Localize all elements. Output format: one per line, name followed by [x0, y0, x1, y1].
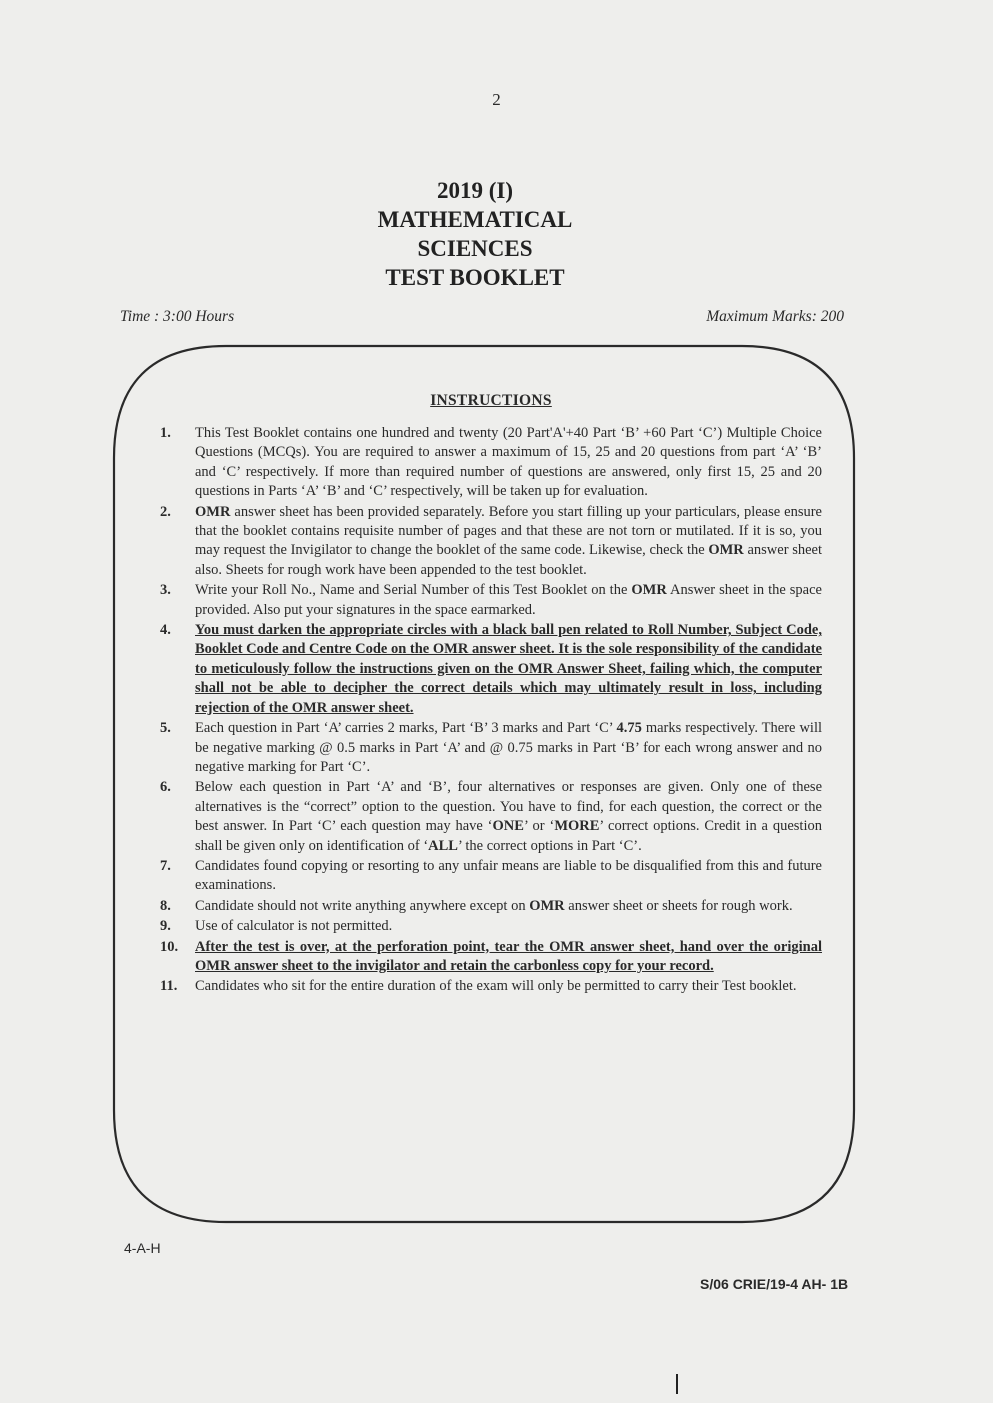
instruction-bold-term: MORE [554, 818, 600, 835]
title-booklet: TEST BOOKLET [385, 265, 565, 290]
instruction-item [160, 581, 822, 620]
instruction-text [195, 720, 822, 775]
edge-mark [676, 1374, 678, 1394]
title-subject-line2: SCIENCES [417, 236, 533, 261]
instruction-text [195, 779, 822, 853]
instruction-text-run: Use of calculator is not permitted. [195, 918, 393, 935]
instruction-bold-term: OMR [195, 503, 231, 520]
title-subject-line1: MATHEMATICAL [377, 207, 573, 232]
instruction-text [195, 939, 822, 974]
instruction-bold-term: ALL [428, 837, 458, 854]
instruction-text-run: ’ correct options. Credit in a question shall be given only on identification of ‘ [195, 818, 822, 854]
instruction-text-run: After the test is over, at the perforation point, tear the OMR answer sheet, hand over the original OMR answer sheet to the invigilator and retain the carbonless copy for your record. [195, 938, 822, 974]
instruction-item [160, 503, 822, 581]
booklet-code: 4-A-H [124, 1240, 161, 1256]
instruction-item [160, 778, 822, 856]
instruction-text-run: answer sheet has been provided separately. Before you start filling up your particulars, please ensure that the booklet contains requisite number of pages and that these are not torn or mutilated. If it is so, you may request the Invigilator to change the booklet of the same code. Likewise, check the [195, 503, 822, 559]
instruction-number: 7. [160, 857, 171, 874]
max-marks-label: Maximum Marks: 200 [706, 308, 844, 325]
instruction-text [195, 918, 392, 934]
instruction-text [195, 898, 793, 914]
instruction-text-run: This Test Booklet contains one hundred and twenty (20 Part'A'+40 Part ‘B’ +60 Part ‘C’) Multiple Choice Questions (MCQs). You are required to answer a maximum of 15, 25 and 20 questions from part ‘A’ ‘B’ and ‘C’ respectively. If more than required number of questions are answered, only first 15, 25 and 20 questions in Parts ‘A’ ‘B’ and ‘C’ respectively, will be taken up for evaluation. [195, 425, 822, 500]
instruction-text-run: Candidates found copying or resorting to any unfair means are liable to be disqualified from this and future examinations. [195, 857, 822, 894]
instruction-number: 9. [160, 918, 171, 935]
instruction-number: 6. [160, 779, 171, 796]
instruction-text-run: Each question in Part ‘A’ carries 2 marks, Part ‘B’ 3 marks and Part ‘C’ [195, 720, 617, 737]
exam-meta-row [120, 308, 844, 326]
instruction-number: 2. [160, 503, 171, 520]
instruction-item [160, 621, 822, 718]
page-number: 2 [492, 90, 501, 109]
instruction-item [160, 719, 822, 777]
instruction-bold-term: 4.75 [616, 720, 642, 737]
instruction-text-run: Candidates who sit for the entire duration of the exam will only be permitted to carry their Test booklet. [195, 978, 797, 995]
instruction-bold-term: OMR [708, 542, 744, 559]
instruction-text-run: answer sheet or sheets for rough work. [564, 897, 793, 914]
instruction-number: 1. [160, 425, 171, 441]
instruction-text-run: ’ the correct options in Part ‘C’. [457, 837, 642, 854]
instruction-bold-term: ONE [492, 818, 524, 835]
instruction-text [195, 582, 822, 617]
instruction-item [160, 938, 822, 977]
instruction-text [195, 858, 822, 893]
instruction-bold-term: OMR [631, 582, 667, 599]
instruction-item [160, 857, 822, 896]
instruction-text [195, 978, 797, 994]
instruction-text-run: Below each question in Part ‘A’ and ‘B’, four alternatives or responses are given. Only one of these alternatives is the “correct” option to the question. You have to find, for each question, the correct or the best answer. In Part ‘C’ each question may have ‘ [195, 779, 822, 835]
instruction-text-run: Write your Roll No., Name and Serial Number of this Test Booklet on the [195, 582, 632, 599]
instructions-list [160, 424, 822, 997]
instruction-item [160, 977, 822, 996]
instruction-text-run: You must darken the appropriate circles with a black ball pen related to Roll Number, Subject Code, Booklet Code and Centre Code on the OMR answer sheet. It is the sole responsibility of the candidate to meticulously follow the instructions given on the OMR Answer Sheet, failing which, the computer shall not be able to decipher the correct details which may ultimately result in loss, including rejection of the OMR answer sheet. [195, 622, 822, 716]
instruction-text [195, 622, 822, 716]
series-code: S/06 CRIE/19-4 AH- 1B [700, 1276, 849, 1292]
time-label: Time : 3:00 Hours [120, 308, 235, 325]
instruction-bold-term: OMR [529, 897, 565, 914]
instruction-text [195, 425, 822, 499]
instruction-text-run: ’ or ‘ [523, 818, 555, 835]
instruction-text-run: answer sheet also. Sheets for rough work have been appended to the test booklet. [195, 542, 822, 578]
instruction-number: 5. [160, 720, 171, 737]
instruction-text-run: marks respectively. There will be negative marking @ 0.5 marks in Part ‘A’ and @ 0.75 marks in Part ‘B’ for each wrong answer and no negative marking for Part ‘C’. [195, 720, 822, 775]
instruction-number: 3. [160, 582, 171, 599]
title-year: 2019 (I) [436, 178, 514, 203]
instruction-number: 10. [160, 938, 179, 955]
instruction-item [160, 424, 822, 502]
instruction-item [160, 897, 822, 916]
instructions-section [160, 392, 822, 998]
instruction-text-run: Candidate should not write anything anywhere except on [195, 897, 530, 914]
instruction-number: 4. [160, 622, 171, 639]
instruction-text [195, 504, 822, 578]
title-block [0, 176, 950, 292]
instruction-number: 8. [160, 897, 171, 914]
instruction-item [160, 917, 822, 936]
instruction-number: 11. [160, 978, 178, 995]
instruction-text-run: Answer sheet in the space provided. Also put your signatures in the space earmarked. [195, 582, 822, 618]
instructions-heading: INSTRUCTIONS [430, 392, 552, 409]
